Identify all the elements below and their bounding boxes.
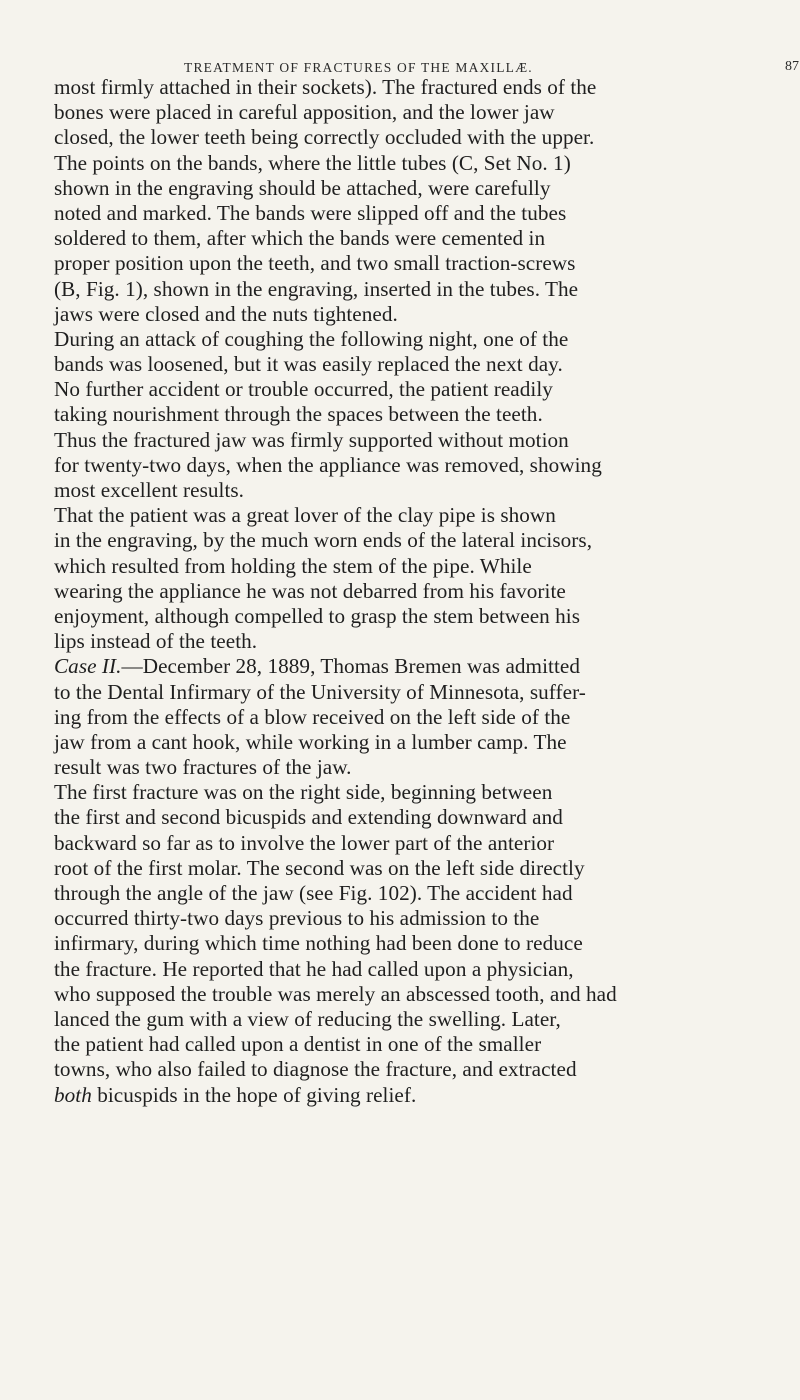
text-line: result was two fractures of the jaw. [54,755,352,780]
text-line: (B, Fig. 1), shown in the engraving, inserted in the tubes. The [54,276,579,301]
text-line: in the engraving, by the much worn ends of the lateral incisors, [54,528,593,553]
text-line: bones were placed in careful apposition, and the lower jaw [54,100,555,125]
page-number: 87 [785,59,799,74]
case-label: Case II. [54,654,122,679]
text-line: jaw from a cant hook, while working in a lumber camp. The [54,729,567,754]
text-line: closed, the lower teeth being correctly occluded with the upper. [54,125,595,150]
text-line: lips instead of the teeth. [54,629,258,654]
body-text [54,75,800,1108]
text-line: ing from the effects of a blow received on the left side of the [54,704,571,729]
text-line: During an attack of coughing the following night, one of the [54,326,569,351]
text-line: the first and second bicuspids and extending downward and [54,805,563,830]
text-line: through the angle of the jaw (see Fig. 102). The accident had [54,881,573,905]
text-line: enjoyment, although compelled to grasp the stem between his [54,603,581,628]
text-line: bands was loosened, but it was easily replaced the next day. [54,352,563,377]
emphasis-both: both [54,1082,92,1107]
text-line: noted and marked. The bands were slipped off and the tubes [54,200,567,225]
text-line: most firmly attached in their sockets). The fractured ends of the [54,75,597,99]
text-line: most excellent results. [54,478,245,502]
text-line: wearing the appliance he was not debarred from his favorite [54,578,566,603]
text-line: which resulted from holding the stem of the pipe. While [54,553,532,578]
text-line: shown in the engraving should be attached, were carefully [54,175,551,200]
text-line: taking nourishment through the spaces between the teeth. [54,402,543,427]
text-fragment: bicuspids in the hope of giving relief. [91,1082,417,1107]
text-fragment: —December 28, 1889, Thomas Bremen was admitted [121,654,580,679]
text-line: proper position upon the teeth, and two small traction-screws [54,251,576,276]
text-line: the fracture. He reported that he had called upon a physician, [54,956,574,981]
text-line: Thus the fractured jaw was firmly supported without motion [54,427,569,452]
text-line: infirmary, during which time nothing had been done to reduce [54,931,583,956]
text-line: The first fracture was on the right side, beginning between [54,780,553,805]
text-line: root of the first molar. The second was on the left side directly [54,855,585,880]
text-line: occurred thirty-two days previous to his admission to the [54,906,540,931]
text-line: towns, who also failed to diagnose the fracture, and extracted [54,1057,577,1082]
text-line: The points on the bands, where the little tubes (C, Set No. 1) [54,150,571,175]
text-line: who supposed the trouble was merely an abscessed tooth, and had [54,981,617,1006]
text-line: jaws were closed and the nuts tightened. [54,301,398,326]
text-line: soldered to them, after which the bands were cemented in [54,226,546,251]
text-line: No further accident or trouble occurred, the patient readily [54,377,553,402]
text-line: the patient had called upon a dentist in one of the smaller [54,1032,542,1057]
running-head: TREATMENT OF FRACTURES OF THE MAXILLÆ. [184,60,533,75]
text-line: lanced the gum with a view of reducing the swelling. Later, [54,1006,561,1031]
text-line: That the patient was a great lover of the clay pipe is shown [54,503,556,528]
case-heading-line [54,654,800,679]
text-line: to the Dental Infirmary of the University of Minnesota, suffer- [54,679,586,704]
text-line: backward so far as to involve the lower part of the anterior [54,830,555,855]
final-line [54,1083,800,1108]
text-line: for twenty-two days, when the appliance was removed, showing [54,452,602,477]
